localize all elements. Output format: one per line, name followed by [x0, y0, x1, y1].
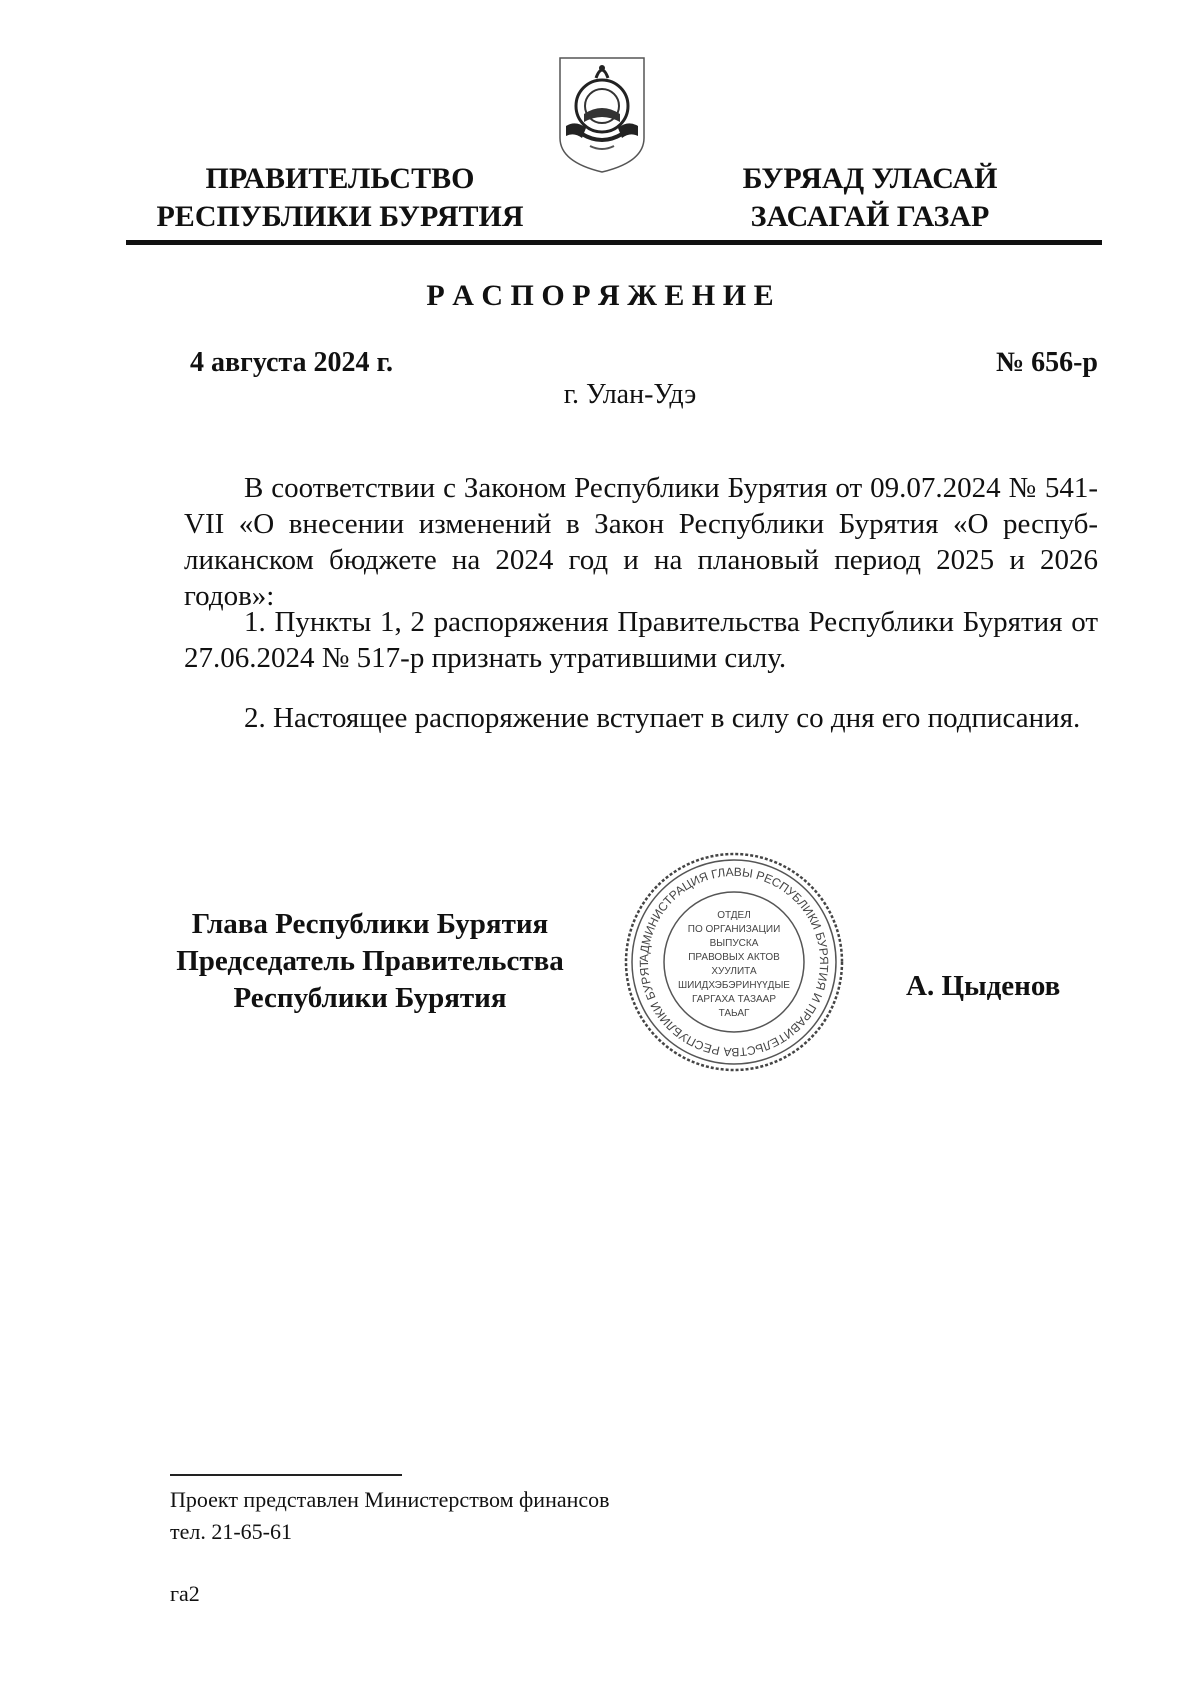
document-city: г. Улан-Удэ: [563, 379, 697, 410]
item-1-paragraph: 1. Пункты 1, 2 распоряжения Правительства Республики Бурятия от 27.06.2024 № 517-р признать утратившими силу.: [184, 606, 1098, 674]
header-left-line2: РЕСПУБЛИКИ БУРЯТИЯ: [156, 200, 524, 233]
signatory-name: А. Цыденов: [906, 970, 1061, 1002]
stamp-line-5: ХУУЛИТА: [711, 966, 757, 977]
official-stamp: [622, 850, 846, 1074]
stamp-line-6: ШИИДХЭБЭРИНҮҮДЫЕ: [678, 980, 790, 991]
coat-of-arms-icon: [556, 54, 648, 176]
signatory-title: [170, 906, 570, 1017]
signatory-title-line3: Республики Бурятия: [233, 982, 507, 1014]
header-right: [690, 160, 1050, 236]
signatory-title-line1: Глава Республики Бурятия: [191, 908, 549, 940]
stamp-line-4: ПРАВОВЫХ АКТОВ: [688, 952, 780, 963]
header-left-line1: ПРАВИТЕЛЬСТВО: [205, 162, 475, 195]
footer-code: га2: [170, 1581, 200, 1606]
signatory-title-line2: Председатель Правительства: [176, 945, 564, 977]
header-right-line1: БУРЯАД УЛАСАЙ: [742, 162, 998, 195]
footer-rule: [170, 1474, 402, 1476]
stamp-line-1: ОТДЕЛ: [717, 910, 751, 921]
stamp-line-7: ГАРГАХА ТАЗААР: [691, 994, 777, 1005]
document-date: 4 августа 2024 г.: [190, 347, 394, 378]
footer-line-1: Проект представлен Министерством финансов: [170, 1487, 610, 1512]
header-right-line2: ЗАСАГАЙ ГАЗАР: [750, 200, 990, 233]
footer-line-2: тел. 21-65-61: [170, 1519, 293, 1544]
preamble-paragraph: В соответствии с Законом Республики Бурятия от 09.07.2024 № 541-VII «О внесении изменений в Закон Республики Бурятия «О респуб-ликанском бюджете на 2024 год и на плановый период 2025 и 2026 годов»:: [184, 472, 1098, 612]
header-rule: [126, 240, 1102, 245]
stamp-line-3: ВЫПУСКА: [709, 938, 759, 949]
stamp-line-2: ПО ОРГАНИЗАЦИИ: [687, 924, 781, 935]
stamp-line-8: ТАЬАГ: [718, 1008, 750, 1019]
item-2-paragraph: 2. Настоящее распоряжение вступает в силу со дня его подписания.: [244, 702, 1081, 734]
stamp-outer-text: АДМИНИСТРАЦИЯ ГЛАВЫ РЕСПУБЛИКИ БУРЯТИЯ И ПРАВИТЕЛЬСТВА РЕСПУБЛИКИ БУРЯТ: [636, 864, 832, 1060]
document-title: Р А С П О Р Я Ж Е Н И Е: [426, 279, 774, 312]
header-left: [150, 160, 530, 236]
document-number: № 656-р: [995, 347, 1098, 378]
